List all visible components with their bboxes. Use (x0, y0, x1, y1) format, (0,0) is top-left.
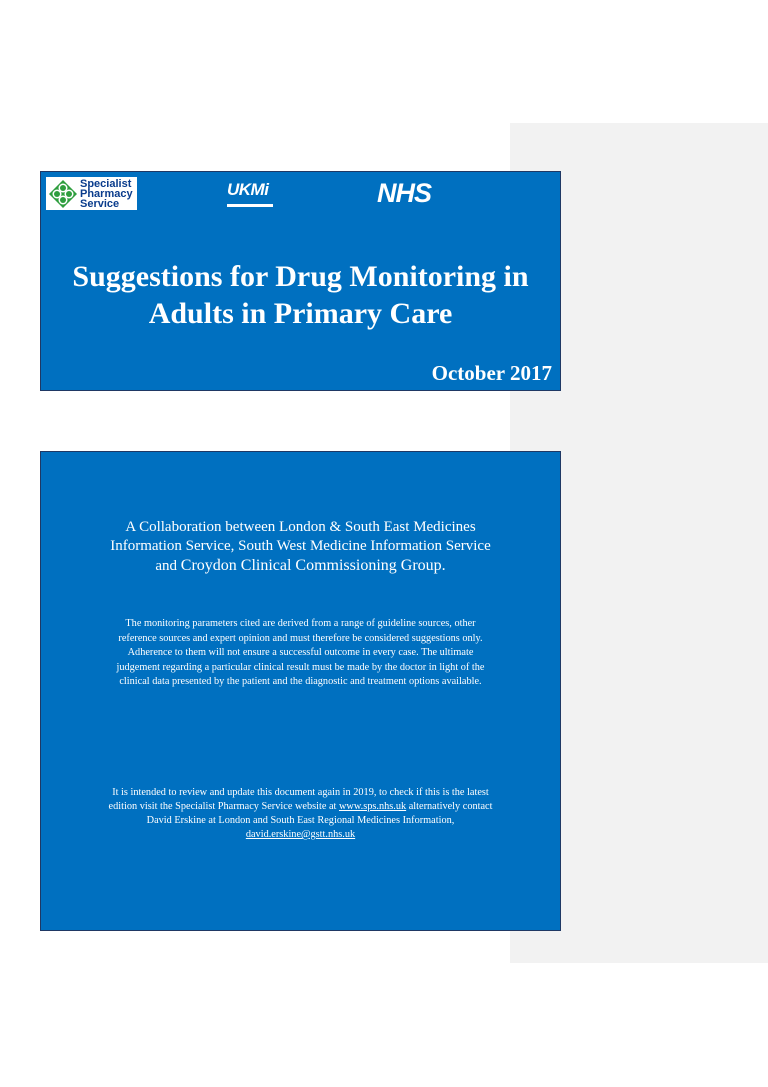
sps-logo-line: Specialist (80, 178, 132, 190)
disclaimer-line: clinical data presented by the patient and the diagnostic and treatment options available. (119, 676, 482, 687)
review-line (41, 800, 560, 814)
specialist-pharmacy-service-logo (46, 177, 137, 210)
sps-logo-line: Pharmacy (80, 188, 133, 200)
title-line: Suggestions for Drug Monitoring in (72, 260, 529, 293)
title-line: Adults in Primary Care (148, 297, 453, 330)
review-text: alternatively contact (406, 801, 493, 812)
collaboration-box (40, 451, 561, 931)
contact-email-link[interactable]: david.erskine@gstt.nhs.uk (245, 829, 356, 840)
title-box (40, 171, 561, 391)
ukmi-underline (227, 204, 273, 207)
review-line: David Erskine at London and South East Regional Medicines Information, (146, 815, 455, 826)
ukmi-logo-text: UKMi (227, 180, 269, 199)
collaboration-prefix: and (155, 558, 181, 574)
sps-diamond-icon (49, 180, 77, 208)
ukmi-logo (227, 180, 275, 210)
disclaimer-line: judgement regarding a particular clinical result must be made by the doctor in light of the (116, 661, 485, 673)
sps-logo-text (80, 179, 133, 209)
nhs-logo: NHS (377, 178, 432, 208)
collaboration-statement (41, 518, 560, 576)
sps-website-link[interactable]: www.sps.nhs.uk (339, 801, 407, 812)
collaboration-line: Information Service, South West Medicine Information Service (110, 538, 491, 554)
document-date: October 2017 (431, 361, 552, 385)
collaboration-line: A Collaboration between London & South East Medicines (125, 519, 476, 535)
disclaimer-text (41, 617, 560, 690)
review-notice (41, 786, 560, 842)
collaboration-line (41, 556, 560, 576)
disclaimer-line: Adherence to them will not ensure a successful outcome in every case. The ultimate (127, 647, 474, 658)
review-line: It is intended to review and update this document again in 2019, to check if this is the latest (112, 787, 489, 798)
disclaimer-line: The monitoring parameters cited are derived from a range of guideline sources, other (125, 618, 476, 629)
review-line (41, 828, 560, 842)
disclaimer-line: reference sources and expert opinion and must therefore be considered suggestions only. (118, 632, 483, 644)
document-title (41, 258, 560, 332)
collaboration-org: Croydon Clinical Commissioning Group. (180, 557, 446, 574)
sps-logo-line: Service (80, 198, 120, 210)
review-text: edition visit the Specialist Pharmacy Service website at (108, 801, 339, 812)
